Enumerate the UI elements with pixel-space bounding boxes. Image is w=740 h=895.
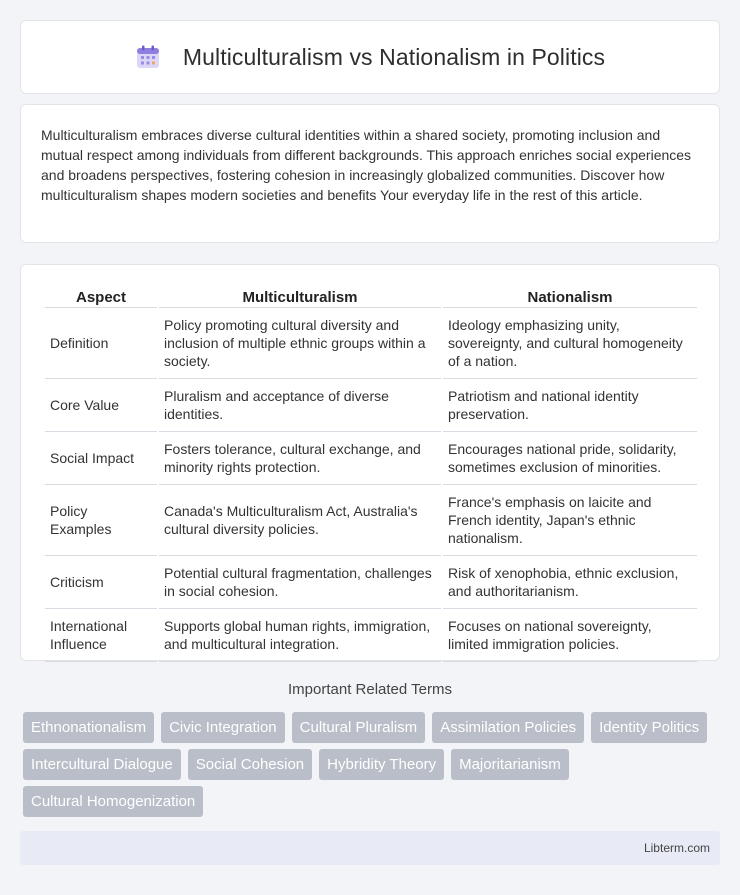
table-row [45,556,697,609]
tag-assimilation-policies[interactable]: Assimilation Policies [432,712,584,743]
related-terms-title: Important Related Terms [288,681,452,698]
aspect-cell: Social Impact [45,432,157,485]
calendar-grid-icon [135,44,161,70]
footer-site-link[interactable]: Libterm.com [643,841,710,855]
nationalism-cell: France's emphasis on laicite and French identity, Japan's ethnic nationalism. [443,485,697,556]
aspect-cell: Policy Examples [45,485,157,556]
multiculturalism-cell: Fosters tolerance, cultural exchange, and minority rights protection. [159,432,441,485]
tag-cultural-homogenization[interactable]: Cultural Homogenization [23,786,203,817]
intro-text: Multiculturalism embraces diverse cultural identities within a shared society, promoting inclusion and mutual respect among individuals from different backgrounds. This approach enriches social experiences and broadens perspectives, fostering cohesion in increasingly globalized communities. Discover how multiculturalism shapes modern societies and benefits Your everyday life in the rest of this article. [41,127,692,203]
table-row [45,308,697,379]
comparison-table-card [20,264,720,661]
tag-social-cohesion[interactable]: Social Cohesion [188,749,312,780]
header-card [20,20,720,94]
tag-identity-politics[interactable]: Identity Politics [591,712,707,743]
multiculturalism-cell: Policy promoting cultural diversity and inclusion of multiple ethnic groups within a society. [159,308,441,379]
nationalism-cell: Ideology emphasizing unity, sovereignty, and cultural homogeneity of a nation. [443,308,697,379]
tag-intercultural-dialogue[interactable]: Intercultural Dialogue [23,749,181,780]
tag-ethnonationalism[interactable]: Ethnonationalism [23,712,154,743]
table-header-row [45,285,697,308]
page-title: Multiculturalism vs Nationalism in Politics [182,43,606,70]
header-nationalism: Nationalism [443,285,697,308]
related-terms-list [23,712,723,823]
nationalism-cell: Encourages national pride, solidarity, sometimes exclusion of minorities. [443,432,697,485]
tag-cultural-pluralism[interactable]: Cultural Pluralism [292,712,426,743]
aspect-cell: Criticism [45,556,157,609]
aspect-cell: Core Value [45,379,157,432]
multiculturalism-cell: Potential cultural fragmentation, challenges in social cohesion. [159,556,441,609]
table-row [45,609,697,662]
nationalism-cell: Focuses on national sovereignty, limited immigration policies. [443,609,697,662]
intro-card [20,104,720,243]
footer [20,831,720,865]
table-row [45,432,697,485]
nationalism-cell: Patriotism and national identity preservation. [443,379,697,432]
multiculturalism-cell: Pluralism and acceptance of diverse identities. [159,379,441,432]
tag-civic-integration[interactable]: Civic Integration [161,712,285,743]
table-row [45,485,697,556]
nationalism-cell: Risk of xenophobia, ethnic exclusion, and authoritarianism. [443,556,697,609]
header-aspect: Aspect [45,285,157,308]
aspect-cell: Definition [45,308,157,379]
aspect-cell: International Influence [45,609,157,662]
multiculturalism-cell: Supports global human rights, immigration, and multicultural integration. [159,609,441,662]
tag-majoritarianism[interactable]: Majoritarianism [451,749,569,780]
multiculturalism-cell: Canada's Multiculturalism Act, Australia's cultural diversity policies. [159,485,441,556]
header-multiculturalism: Multiculturalism [159,285,441,308]
tag-hybridity-theory[interactable]: Hybridity Theory [319,749,444,780]
table-row [45,379,697,432]
comparison-table [43,285,699,662]
